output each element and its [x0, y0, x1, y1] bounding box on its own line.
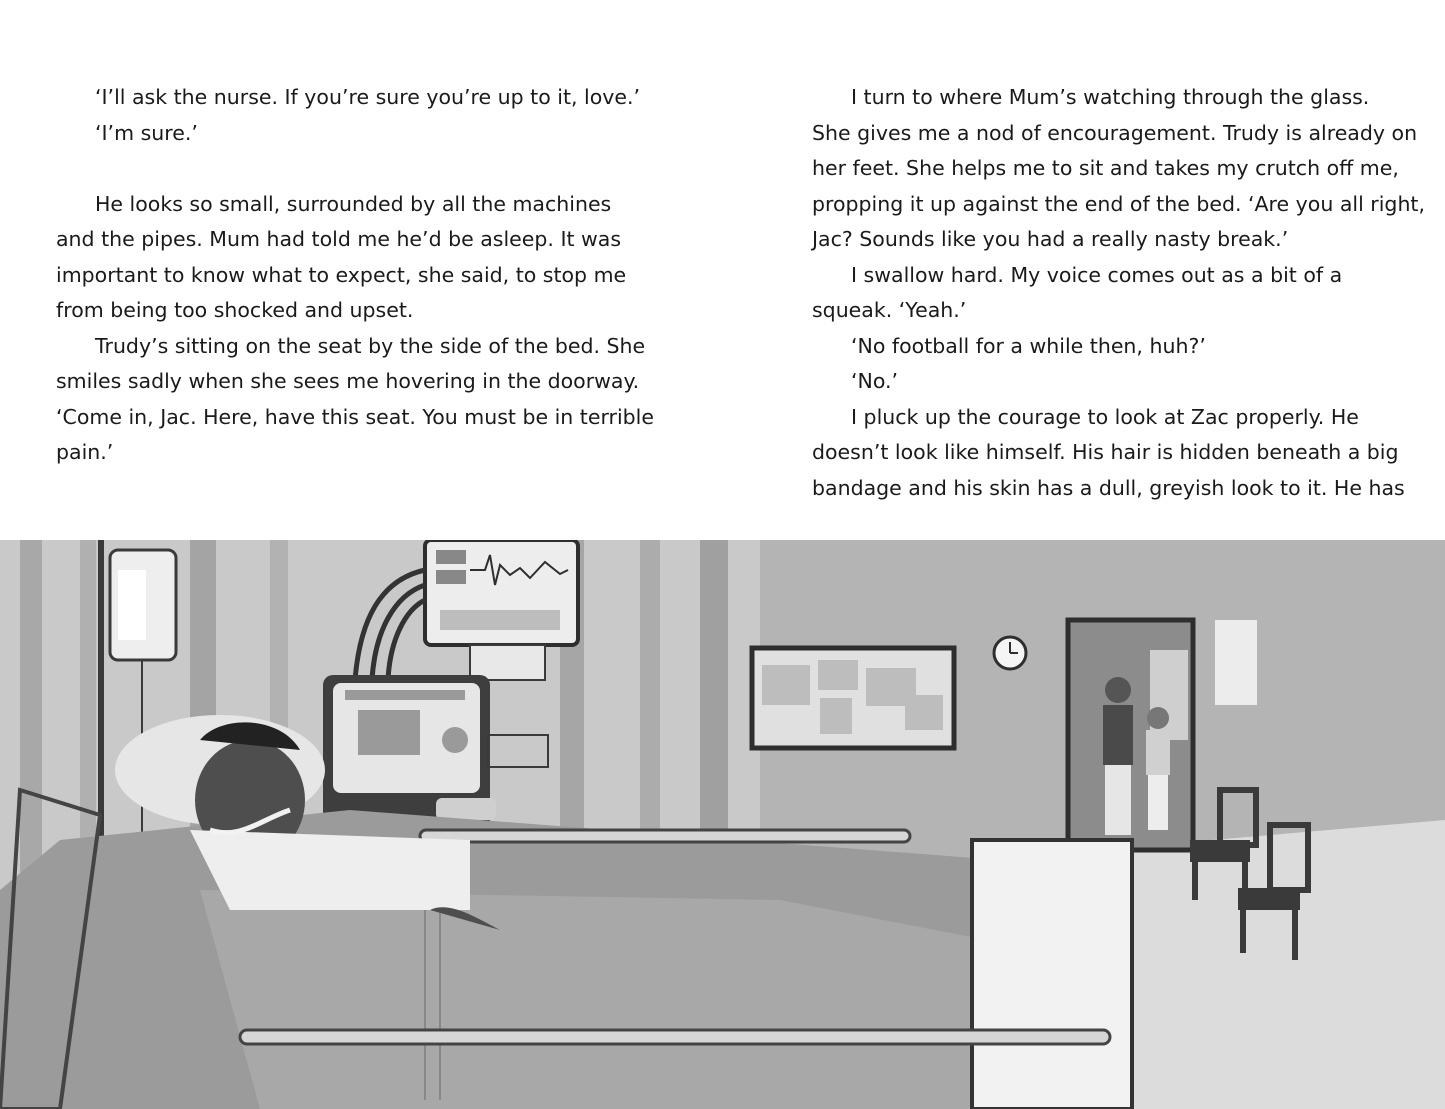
notice-board [752, 648, 954, 748]
paragraph-line: I pluck up the courage to look at Zac properly. He [851, 404, 1359, 429]
paragraph-line: He looks so small, surrounded by all the machines [95, 191, 612, 216]
paragraph-line: Jac? Sounds like you had a really nasty break.’ [812, 227, 1289, 251]
clock-icon [994, 637, 1026, 669]
paragraph-line: ‘I’ll ask the nurse. If you’re sure you’re up to it, love.’ [95, 85, 641, 109]
paragraph-line: and the pipes. Mum had told me he’d be asleep. It was [56, 227, 622, 251]
paragraph-line: She gives me a nod of encouragement. Trudy is already on [812, 120, 1418, 145]
left-text-column [56, 80, 654, 471]
paragraph-line: Trudy’s sitting on the seat by the side of the bed. She [95, 333, 646, 358]
paragraph-line: smiles sadly when she sees me hovering in the doorway. [56, 369, 640, 393]
hospital-room-illustration [0, 540, 1445, 1109]
paragraph-line: ‘No football for a while then, huh?’ [851, 333, 1206, 358]
paragraph-line: propping it up against the end of the bed. ‘Are you all right, [812, 191, 1425, 216]
doorway [1068, 620, 1193, 850]
paragraph-line: pain.’ [56, 440, 114, 464]
paragraph-line: ‘I’m sure.’ [95, 120, 198, 145]
window [1215, 620, 1257, 705]
paragraph-line: I swallow hard. My voice comes out as a bit of a [851, 262, 1343, 287]
paragraph-line: ‘No.’ [851, 369, 899, 393]
paragraph-line: squeak. ‘Yeah.’ [812, 298, 967, 322]
right-text-column [812, 80, 1425, 506]
paragraph-line: from being too shocked and upset. [56, 298, 414, 322]
paragraph-line: I turn to where Mum’s watching through the glass. [851, 85, 1370, 109]
paragraph-line: bandage and his skin has a dull, greyish look to it. He has [812, 475, 1405, 500]
paragraph-line: doesn’t look like himself. His hair is hidden beneath a big [812, 440, 1399, 464]
paragraph-line: important to know what to expect, she said, to stop me [56, 262, 627, 287]
paragraph-line: ‘Come in, Jac. Here, have this seat. You must be in terrible [56, 404, 654, 429]
paragraph-line: her feet. She helps me to sit and takes my crutch off me, [812, 156, 1399, 180]
